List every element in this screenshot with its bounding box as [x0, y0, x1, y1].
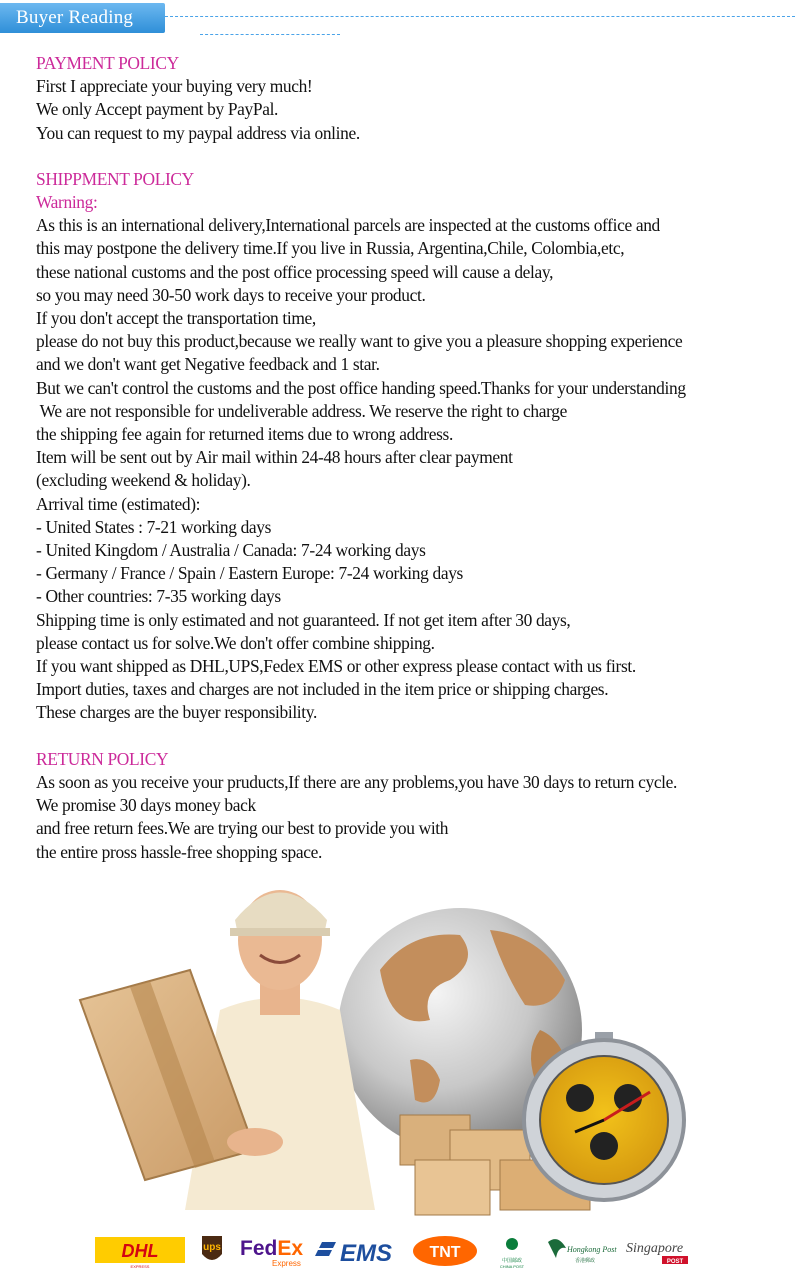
delivery-illustration [70, 860, 710, 1220]
header-tab [0, 3, 165, 33]
arrival-time-item: - Other countries: 7-35 working days [36, 586, 281, 607]
svg-text:Hongkong Post: Hongkong Post [567, 1245, 617, 1254]
policy-line: and free return fees.We are trying our best to provide you with [36, 818, 449, 839]
svg-text:FedEx: FedEx [240, 1237, 304, 1260]
arrival-time-item: - United Kingdom / Australia / Canada: 7-24 working days [36, 540, 426, 561]
policy-line: this may postpone the delivery time.If you live in Russia, Argentina,Chile, Colombia,etc, [36, 238, 625, 259]
policy-line: We only Accept payment by PayPal. [36, 99, 279, 120]
policy-line: But we can't control the customs and the post office handing speed.Thanks for your understanding [36, 377, 686, 398]
header-divider-short [200, 34, 340, 35]
policy-line: You can request to my paypal address via online. [36, 122, 360, 143]
svg-text:DHL: DHL [121, 1241, 159, 1261]
china-post-logo [500, 1238, 525, 1269]
tnt-logo [413, 1236, 477, 1266]
payment-policy-heading: PAYMENT POLICY [36, 53, 179, 73]
return-policy-heading: RETURN POLICY [36, 748, 169, 769]
policy-line: Shipping time is only estimated and not guaranteed. If not get item after 30 days, [36, 609, 571, 630]
policy-line: If you don't accept the transportation time, [36, 308, 316, 329]
policy-line: the entire pross hassle-free shopping space. [36, 841, 322, 862]
warning-label: Warning: [36, 192, 98, 213]
return-policy-section [36, 748, 800, 864]
policy-line: and we don't want get Negative feedback and 1 star. [36, 354, 380, 375]
policy-line: As this is an international delivery,International parcels are inspected at the customs office and [36, 215, 660, 236]
policy-line: Item will be sent out by Air mail within 24-48 hours after clear payment [36, 447, 513, 468]
svg-text:Singapore: Singapore [626, 1241, 684, 1256]
policy-line: These charges are the buyer responsibility. [36, 702, 317, 723]
policy-line: We promise 30 days money back [36, 795, 256, 816]
ups-logo [202, 1236, 222, 1260]
svg-text:香港郵政: 香港郵政 [575, 1258, 596, 1264]
policy-line: Import duties, taxes and charges are not included in the item price or shipping charges. [36, 679, 609, 700]
svg-text:EMS: EMS [340, 1240, 393, 1267]
policy-line: If you want shipped as DHL,UPS,Fedex EMS or other express please contact with us first. [36, 656, 636, 677]
shipment-policy-heading: SHIPPMENT POLICY [36, 168, 194, 189]
svg-text:POST: POST [666, 1259, 684, 1265]
svg-text:Express: Express [272, 1259, 301, 1268]
policy-line: the shipping fee again for returned items due to wrong address. [36, 424, 453, 445]
page-header [0, 0, 800, 40]
policy-line: so you may need 30-50 work days to receive your product. [36, 284, 426, 305]
svg-text:ups: ups [203, 1242, 221, 1253]
svg-text:TNT: TNT [429, 1244, 461, 1261]
svg-text:中国邮政: 中国邮政 [501, 1258, 523, 1264]
fedex-logo [240, 1237, 303, 1268]
policy-content [36, 52, 800, 864]
policy-line: Arrival time (estimated): [36, 493, 201, 514]
policy-line: As soon as you receive your pruducts,If there are any problems,you have 30 days to return cycle. [36, 771, 678, 792]
ems-logo [315, 1240, 392, 1267]
carrier-logos [0, 1228, 800, 1274]
policy-line: these national customs and the post office processing speed will cause a delay, [36, 261, 554, 282]
policy-line: please contact us for solve.We don't offer combine shipping. [36, 632, 435, 653]
policy-line: First I appreciate your buying very much! [36, 76, 313, 97]
policy-line: please do not buy this product,because we really want to give you a pleasure shopping experience [36, 331, 683, 352]
svg-text:CHINA POST: CHINA POST [499, 1264, 525, 1269]
shipment-policy-section [36, 168, 800, 725]
hongkong-post-logo [548, 1239, 617, 1264]
policy-line: We are not responsible for undeliverable address. We reserve the right to charge [36, 400, 567, 421]
dhl-logo [95, 1237, 185, 1269]
arrival-time-item: - Germany / France / Spain / Eastern Europe: 7-24 working days [36, 563, 463, 584]
arrival-time-item: - United States : 7-21 working days [36, 516, 272, 537]
payment-policy-section [36, 52, 800, 145]
singapore-post-logo [626, 1241, 688, 1265]
policy-line: (excluding weekend & holiday). [36, 470, 251, 491]
header-divider [165, 16, 795, 17]
header-title: Buyer Reading [16, 7, 134, 28]
svg-text:EXPRESS: EXPRESS [130, 1264, 150, 1269]
